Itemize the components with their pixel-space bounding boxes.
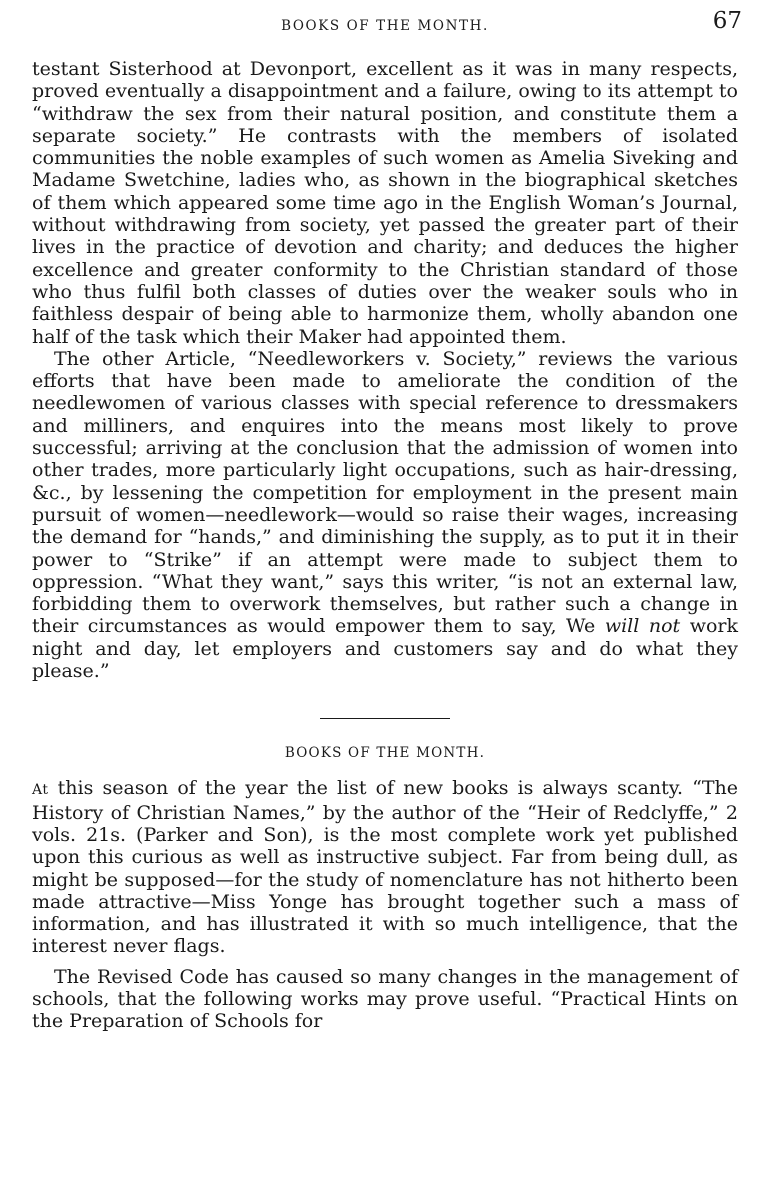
section-divider xyxy=(320,718,450,719)
section-paragraph-2: The Revised Code has caused so many changes in the management of schools, that the following works may prove useful. “Practical Hints on the Preparation of Schools for xyxy=(32,965,738,1033)
page-number: 67 xyxy=(712,8,742,34)
section-paragraph-1 xyxy=(32,777,738,957)
running-head xyxy=(32,0,742,58)
article-paragraph-2-text: The other Article, “Needleworkers v. Society,” reviews the various efforts that have been made to ameliorate the condition of the needlewomen of various classes with special reference to dressmakers and milliners, and enquires into the means most likely to prove successful; arriving at the conclusion that the admission of women into other trades, more particularly light occupations, such as hair-dressing, &c., by lessening the competition for employment in the present main pursuit of women—needlework—would so raise their wages, increasing the demand for “hands,” and diminishing the supply, as to put it in their power to “Strike” if an attempt were made to subject them to oppression. “What they want,” says this writer, “is not an external law, forbidding them to overwork themselves, but rather such a change in their circumstances as would empower them to say, We xyxy=(32,347,738,638)
running-title: BOOKS OF THE MONTH. xyxy=(281,18,489,34)
article-paragraph-2-text-end: work night and day, let employers and customers say and do what they please.” xyxy=(32,615,739,683)
page xyxy=(32,0,742,1033)
section-paragraph-1-text: this season of the year the list of new books is always scanty. “The History of Christian Names,” by the author of the “Heir of Redclyffe,” 2 vols. 21s. (Parker and Son), is the most complete work yet published upon this curious as well as instructive subject. Far from being dull, as might be supposed—for the study of nomenclature has not hitherto been made attractive—Miss Yonge has brought together such a mass of information, and has illustrated it with so much intelligence, that the interest never flags. xyxy=(32,777,738,958)
article-paragraph-2-emphasis: will not xyxy=(604,615,681,638)
article-paragraph-2 xyxy=(32,348,738,682)
article-paragraph-1: testant Sisterhood at Devonport, excellent as it was in many respects, proved eventually a disappointment and a failure, owing to its attempt to “withdraw the sex from their natural position, and constitute them a separate society.” He contrasts with the members of isolated communities the noble examples of such women as Amelia Siveking and Madame Swetchine, ladies who, as shown in the biographical sketches of them which appeared some time ago in the English Woman’s Journal, without withdrawing from society, yet passed the greater part of their lives in the practice of devotion and charity; and deduces the higher excellence and greater conformity to the Christian standard of those who thus fulfil both classes of duties over the weaker souls who in faithless despair of being able to harmonize them, wholly abandon one half of the task which their Maker had appointed them. xyxy=(32,58,738,348)
section-paragraph-1-dropcap: At xyxy=(32,782,49,799)
section-heading: BOOKS OF THE MONTH. xyxy=(284,745,486,762)
